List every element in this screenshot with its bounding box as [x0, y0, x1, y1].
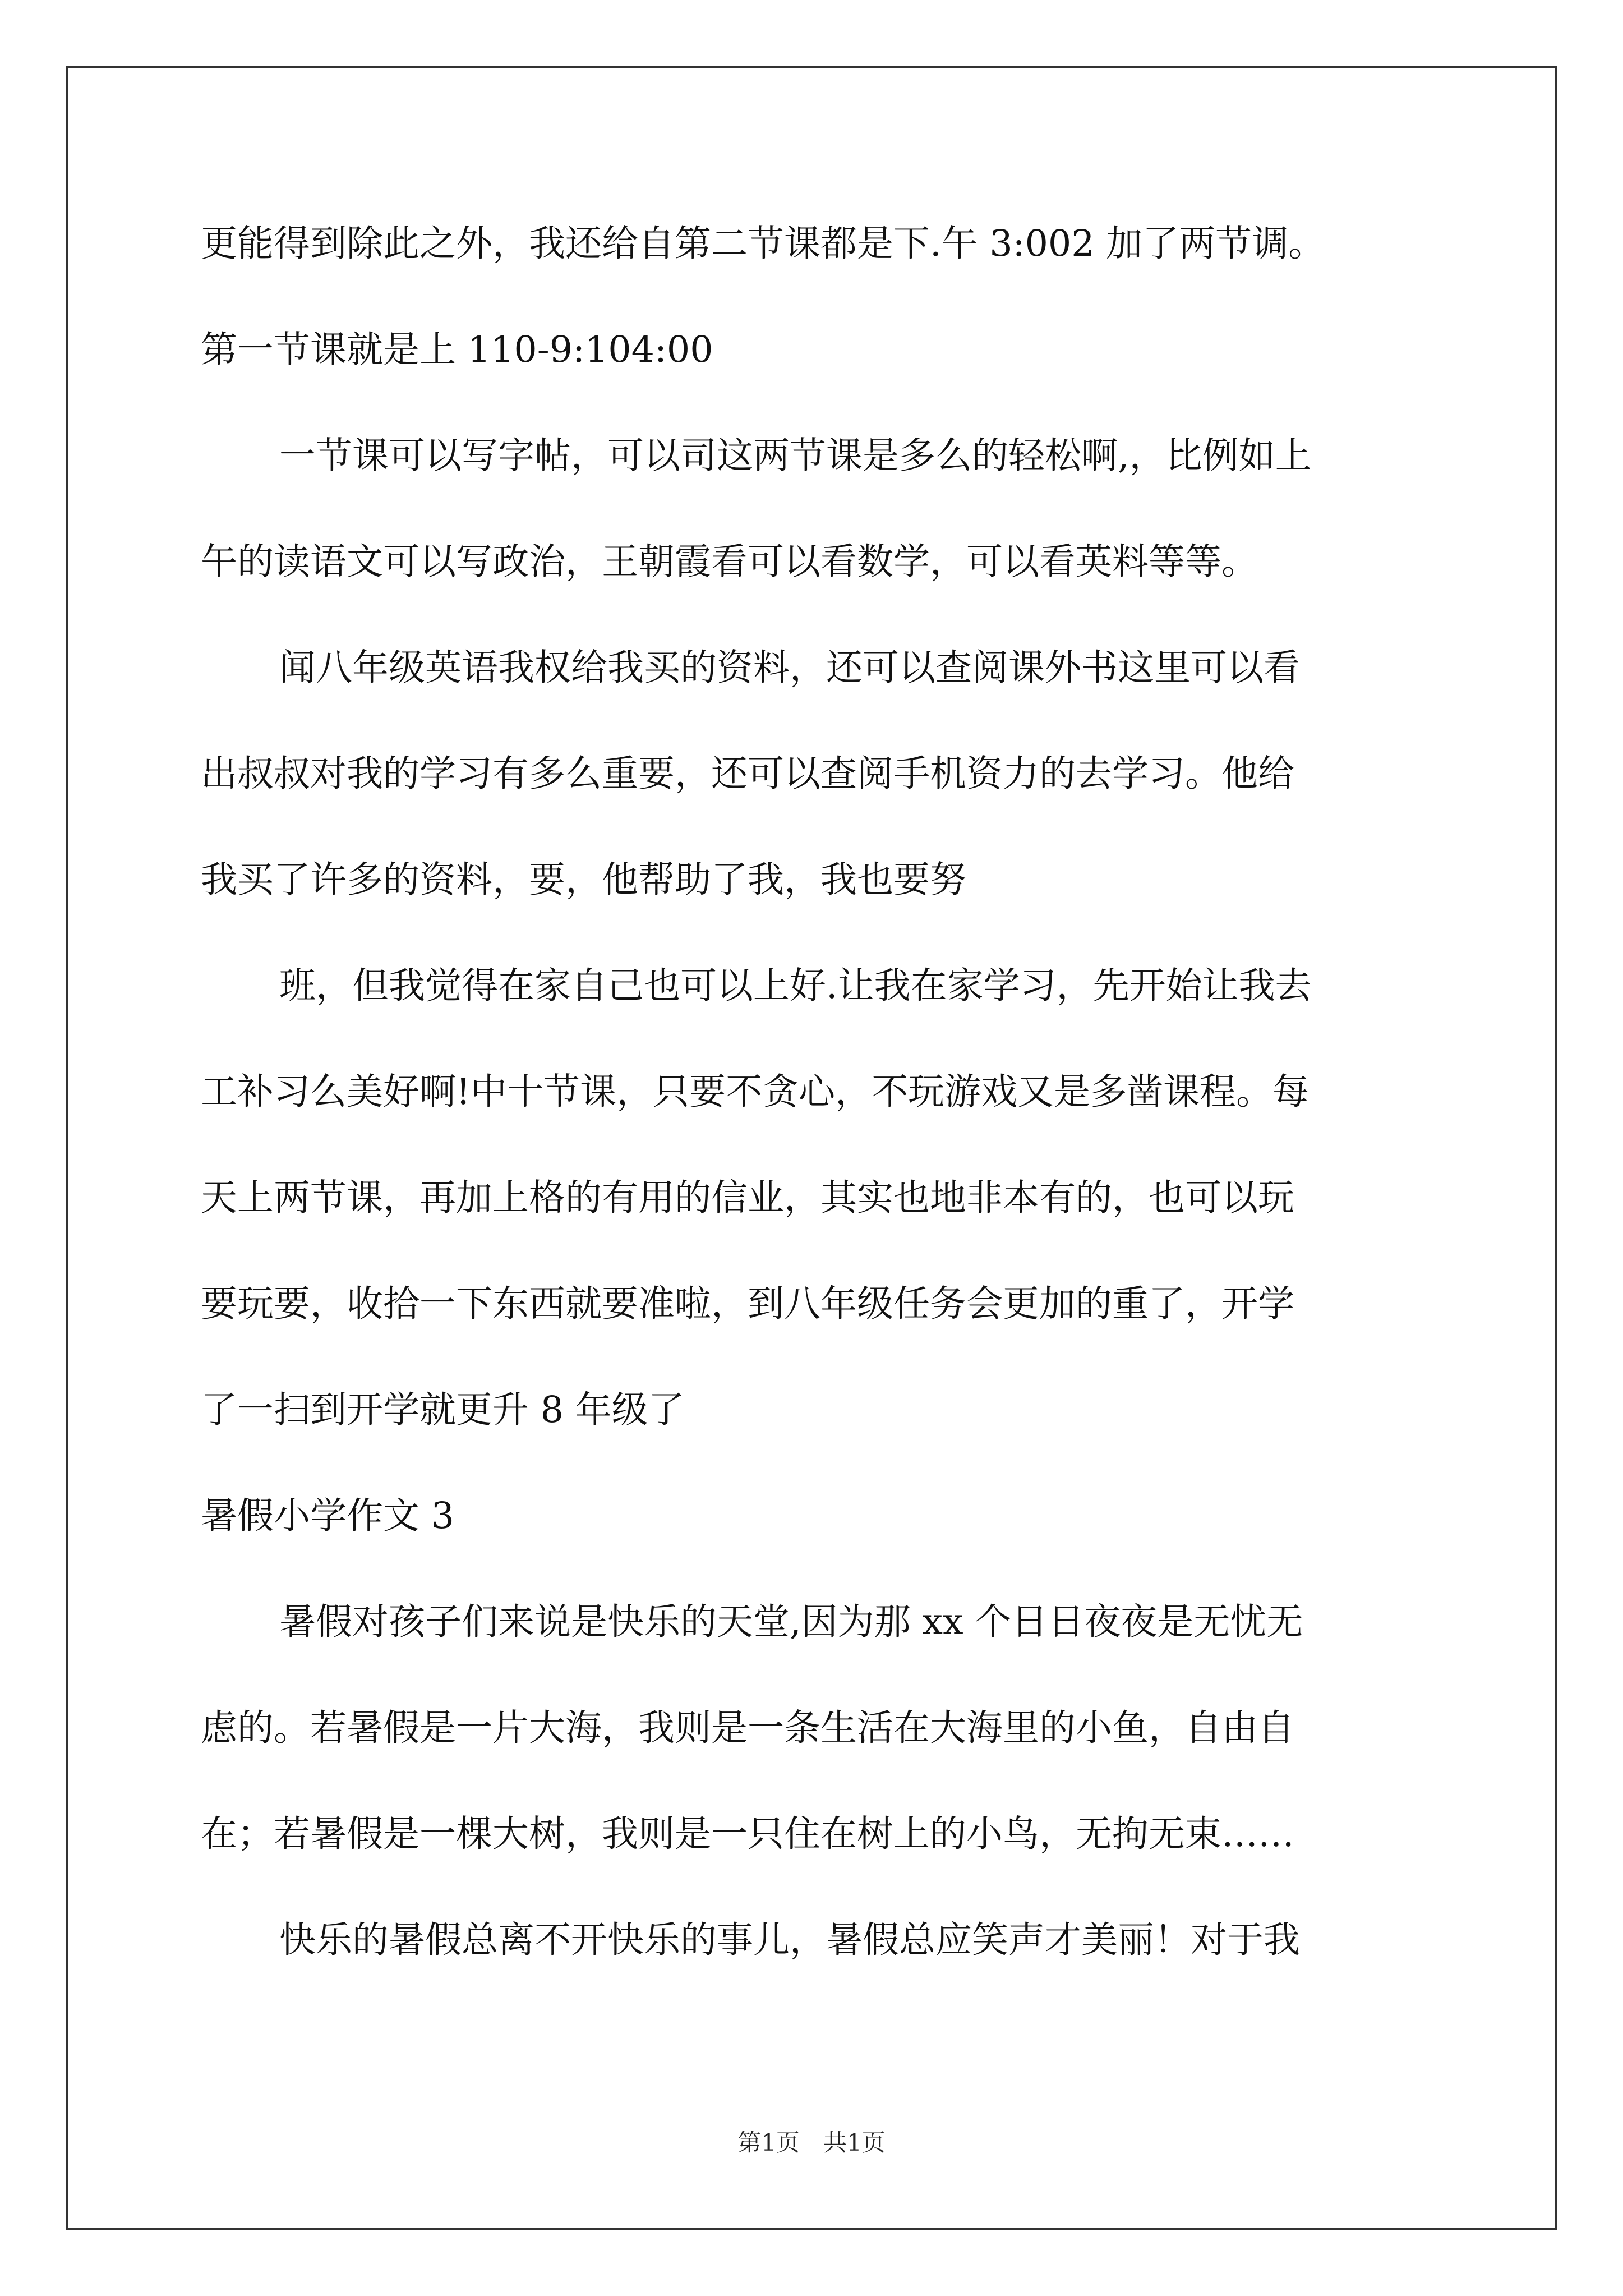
text-line: 了一扫到开学就更升 8 年级了 [201, 1389, 685, 1431]
text-line: 暑假对孩子们来说是快乐的天堂,因为那 xx 个日日夜夜是无忧无 [279, 1601, 1303, 1643]
text-line: 出叔叔对我的学习有多么重要，还可以查阅手机资力的去学习。他给 [201, 753, 1295, 795]
text-line: 我买了许多的资料，要，他帮助了我，我也要努 [201, 859, 967, 901]
text-line: 天上两节课，再加上格的有用的信业，其实也地非本有的，也可以玩 [201, 1177, 1295, 1219]
text-line: 闻八年级英语我权给我买的资料，还可以查阅课外书这里可以看 [279, 647, 1301, 689]
section-heading: 暑假小学作文 3 [201, 1495, 455, 1537]
text-line: 要玩要，收拾一下东西就要准啦，到八年级任务会更加的重了，开学 [201, 1283, 1295, 1325]
page-footer: 第1页 共1页 [737, 2129, 886, 2156]
text-line: 虑的。若暑假是一片大海，我则是一条生活在大海里的小鱼，自由自 [201, 1707, 1295, 1749]
text-line: 班，但我觉得在家自己也可以上好.让我在家学习，先开始让我去 [279, 965, 1312, 1007]
text-line: 快乐的暑假总离不开快乐的事儿，暑假总应笑声才美丽！对于我 [279, 1919, 1301, 1961]
text-line: 午的读语文可以写政治，王朝霞看可以看数学，可以看英料等等。 [201, 541, 1258, 583]
text-line: 在；若暑假是一棵大树，我则是一只住在树上的小鸟，无拘无束…… [201, 1813, 1295, 1855]
document-body [201, 208, 1451, 2010]
text-line: 第一节课就是上 110-9:104:00 [201, 329, 713, 371]
text-line: 一节课可以写字帖，可以司这两节课是多么的轻松啊,，比例如上 [279, 435, 1312, 477]
text-line: 更能得到除此之外，我还给自第二节课都是下.午 3:002 加了两节调。 [201, 223, 1325, 265]
text-line: 工补习么美好啊!中十节课，只要不贪心，不玩游戏又是多凿课程。每 [201, 1071, 1310, 1113]
